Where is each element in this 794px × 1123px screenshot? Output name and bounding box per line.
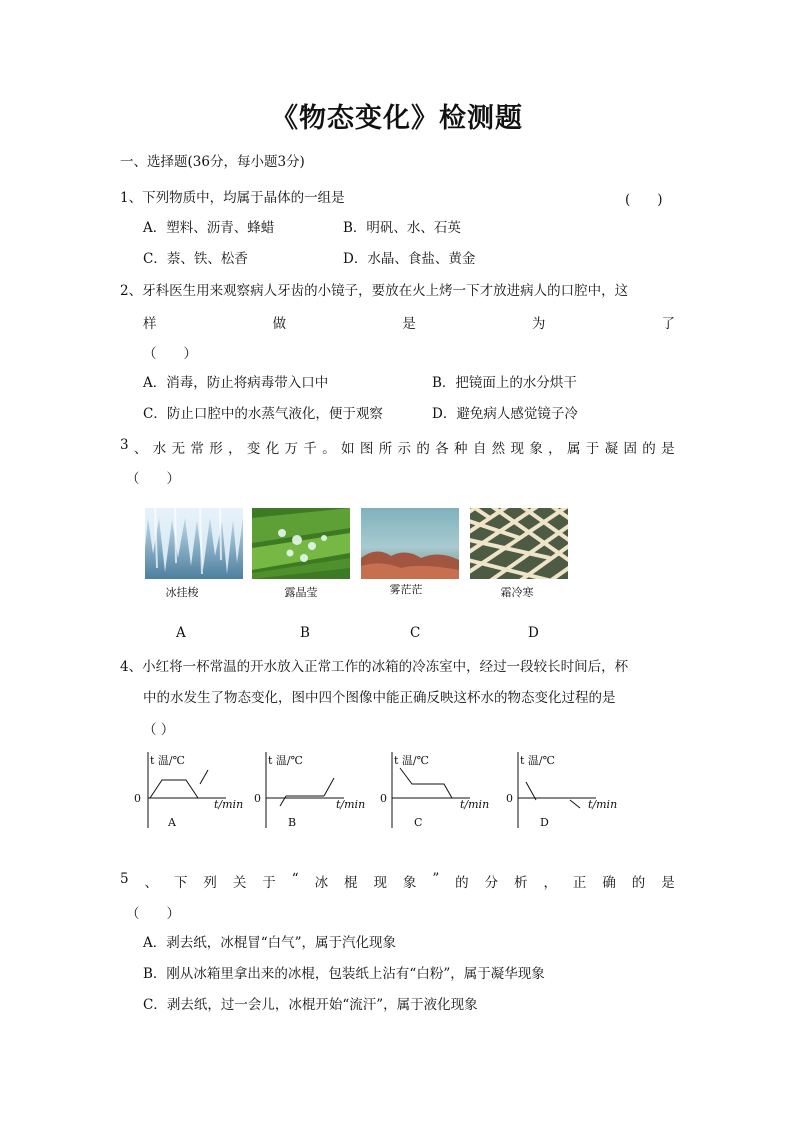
- q2-option-d: D．避免病人感觉镜子冷: [432, 406, 578, 422]
- section-heading: 一、选择题(36分，每小题3分): [120, 154, 305, 170]
- graph-a-origin: 0: [134, 792, 141, 805]
- q2-stem-justified: [143, 312, 675, 332]
- photo-caption-d: 霜冷寒: [500, 586, 534, 599]
- q5-stem-char: 下: [173, 875, 188, 891]
- q5-stem-char: 的: [631, 875, 646, 891]
- q2-word: 做: [272, 316, 287, 332]
- q4-stem-2: 中的水发生了物态变化，图中四个图像中能正确反映这杯水的物态变化过程的是: [143, 690, 616, 706]
- q5-stem: [120, 871, 675, 891]
- photo-caption-a: 冰挂梭: [165, 586, 199, 599]
- q3-stem-char: 各: [435, 441, 449, 457]
- q3-stem-char: 水: [152, 441, 167, 457]
- photo-letter-a: A: [176, 625, 186, 641]
- graph-d-ylabel: t 温/℃: [520, 754, 555, 767]
- photo-caption-b: 露晶莹: [284, 586, 318, 599]
- q5-stem-char: ”: [432, 871, 440, 887]
- q2-answer-bracket: （ ）: [143, 346, 197, 362]
- q5-stem-char: 于: [262, 875, 276, 891]
- q2-option-c: C．防止口腔中的水蒸气液化，便于观察: [143, 406, 383, 422]
- q5-option-b: B．刚从冰箱里拿出来的冰棍，包装纸上沾有“白粉”，属于凝华现象: [143, 966, 545, 982]
- q5-option-c: C．剥去纸，过一会儿，冰棍开始“流汗”，属于液化现象: [143, 997, 478, 1013]
- q3-stem-char: 的: [416, 441, 430, 457]
- photo-letter-c: C: [410, 625, 421, 641]
- q3-stem-char: 变: [246, 441, 261, 457]
- q3-stem-char: 现: [510, 441, 524, 457]
- q5-stem-char: 关: [232, 875, 247, 891]
- graph-b-letter: B: [288, 816, 297, 829]
- q2-option-a: A．消毒，防止将病毒带入口中: [143, 375, 329, 391]
- q3-stem-char: 是: [661, 441, 675, 457]
- q3-stem-char: ，: [228, 441, 242, 457]
- q3-stem-char: 于: [585, 441, 600, 457]
- q5-stem-char: 5: [120, 871, 129, 887]
- q2-option-b: B．把镜面上的水分烘干: [432, 375, 577, 391]
- q3-stem-char: 示: [397, 441, 412, 457]
- photo-icicles: [145, 508, 243, 579]
- q1-answer-bracket: ( ): [625, 192, 663, 208]
- q5-stem-char: 析: [514, 875, 528, 891]
- q3-stem-char: 凝: [604, 441, 619, 457]
- q3-stem-char: 自: [472, 441, 487, 457]
- q3-stem-char: 千: [303, 441, 317, 457]
- q5-stem-char: 棍: [344, 875, 358, 891]
- photo-letter-b: B: [300, 625, 310, 641]
- q5-stem-char: 分: [484, 875, 499, 891]
- q3-stem-char: 、: [133, 441, 148, 457]
- graph-d-xlabel: t/min: [588, 798, 618, 811]
- q5-stem-char: 确: [602, 875, 616, 891]
- q5-stem-char: 的: [455, 875, 469, 891]
- photo-dew: [252, 508, 350, 579]
- photo-fog: [361, 508, 459, 579]
- graph-d-origin: 0: [506, 792, 513, 805]
- graph-c-ylabel: t 温/℃: [394, 754, 429, 767]
- q1-stem: 1、下列物质中，均属于晶体的一组是: [120, 190, 345, 206]
- graph-b: [252, 748, 378, 834]
- graph-d-letter: D: [540, 816, 549, 829]
- q5-stem-char: 列: [203, 875, 217, 891]
- q3-stem-char: 。: [322, 441, 336, 457]
- q5-stem-char: 是: [661, 875, 675, 891]
- q5-stem-char: 冰: [314, 875, 329, 891]
- graph-b-xlabel: t/min: [336, 798, 366, 811]
- q4-answer-bracket: （ ）: [143, 722, 175, 738]
- q3-stem-char: 无: [171, 441, 186, 457]
- q5-option-a: A．剥去纸，冰棍冒“白气”，属于汽化现象: [143, 935, 397, 951]
- photo-caption-c: 雾茫茫: [389, 583, 423, 596]
- graph-a-ylabel: t 温/℃: [150, 754, 185, 767]
- q5-stem-char: 现: [373, 875, 387, 891]
- q5-stem-char: “: [291, 871, 299, 887]
- photo-frost: [470, 508, 568, 579]
- q3-stem-char: 如: [341, 441, 355, 457]
- q3-stem-char: 万: [284, 441, 299, 457]
- q1-option-b: B．明矾、水、石英: [343, 220, 461, 236]
- q1-option-c: C．萘、铁、松香: [143, 251, 248, 267]
- q3-stem: [120, 437, 675, 457]
- q1-option-d: D．水晶、食盐、黄金: [343, 251, 476, 267]
- q3-stem-char: 固: [623, 441, 637, 457]
- page-title: 《物态变化》检测题: [271, 103, 523, 134]
- q3-stem-char: 然: [491, 441, 506, 457]
- q2-word: 了: [661, 316, 675, 332]
- graph-b-ylabel: t 温/℃: [268, 754, 303, 767]
- q3-stem-char: 种: [454, 441, 468, 457]
- q3-stem-char: 象: [529, 441, 543, 457]
- q3-stem-char: 形: [209, 441, 223, 457]
- q2-stem: 2、牙科医生用来观察病人牙齿的小镜子，要放在火上烤一下才放进病人的口腔中，这: [120, 283, 629, 299]
- q2-word: 样: [143, 316, 157, 332]
- q3-stem-char: 3: [120, 437, 129, 453]
- q3-answer-bracket: （ ）: [126, 471, 180, 487]
- graph-c-xlabel: t/min: [460, 798, 490, 811]
- graph-a-letter: A: [168, 816, 176, 829]
- q5-answer-bracket: （ ）: [126, 906, 180, 922]
- q3-stem-char: 的: [642, 441, 656, 457]
- q5-stem-char: ，: [543, 875, 557, 891]
- q3-stem-char: 所: [378, 441, 393, 457]
- q2-word: 是: [402, 316, 416, 332]
- graph-a-xlabel: t/min: [214, 798, 244, 811]
- graph-c: [378, 748, 504, 834]
- q3-stem-char: 化: [265, 441, 280, 457]
- q3-stem-char: 图: [359, 441, 374, 457]
- q3-stem-char: ，: [548, 441, 562, 457]
- q5-stem-char: 、: [144, 875, 159, 891]
- q2-word: 为: [531, 316, 546, 332]
- graph-c-origin: 0: [380, 792, 387, 805]
- q1-option-a: A．塑料、沥青、蜂蜡: [143, 220, 275, 236]
- graph-c-letter: C: [414, 816, 423, 829]
- q3-stem-char: 属: [566, 441, 581, 457]
- graph-a: [130, 748, 256, 834]
- graph-b-origin: 0: [254, 792, 261, 805]
- q3-stem-char: 常: [190, 441, 204, 457]
- photo-letter-d: D: [528, 625, 539, 641]
- graph-d: [504, 748, 630, 834]
- q5-stem-char: 正: [572, 875, 587, 891]
- q4-stem: 4、小红将一杯常温的开水放入正常工作的冰箱的冷冻室中，经过一段较长时间后，杯: [120, 659, 629, 675]
- q5-stem-char: 象: [402, 875, 417, 891]
